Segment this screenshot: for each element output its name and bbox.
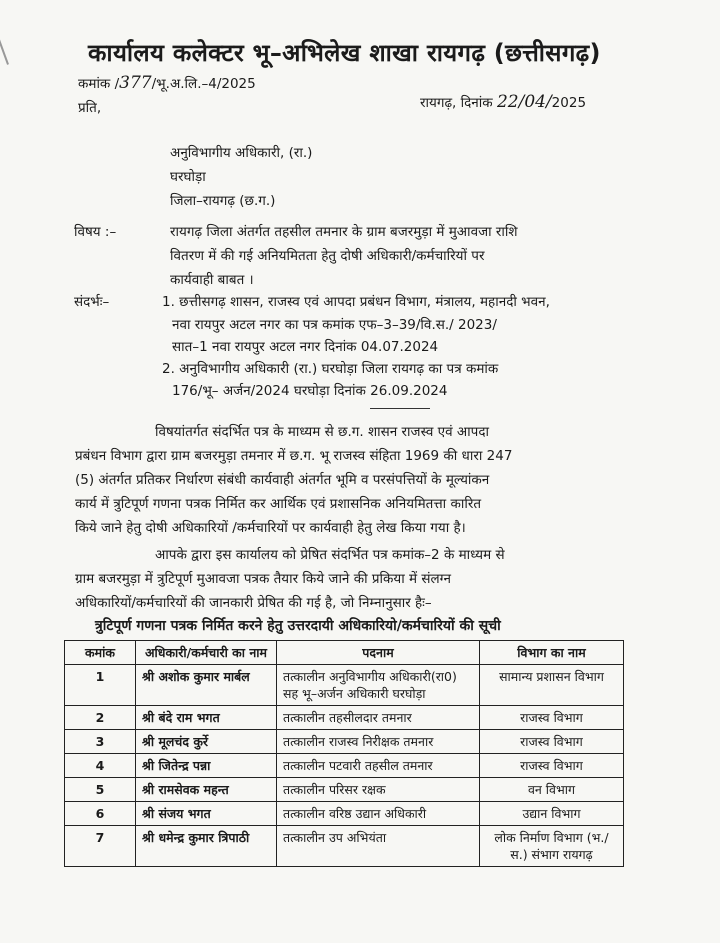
row-serial: 5 bbox=[65, 778, 136, 802]
row-department: सामान्य प्रशासन विभाग bbox=[480, 665, 624, 706]
table-caption: त्रुटिपूर्ण गणना पत्रक निर्मित करने हेतु उत्तरदायी अधिकारियो/कर्मचारियों की सूची bbox=[95, 618, 501, 634]
row-name: श्री अशोक कुमार मार्बल bbox=[136, 665, 277, 706]
office-title: कार्यालय कलेक्टर भू–अभिलेख शाखा रायगढ़ (छत्तीसगढ़) bbox=[88, 39, 601, 67]
row-serial: 2 bbox=[65, 706, 136, 730]
paragraph-line: विषयांतर्गत संदर्भित पत्र के माध्यम से छ.ग. शासन राजस्व एवं आपदा bbox=[155, 424, 490, 440]
table-header-row bbox=[65, 641, 624, 665]
reference-number: कमांक /377/भू.अ.लि.–4/2025 bbox=[78, 73, 256, 93]
prati-label: प्रति, bbox=[78, 100, 102, 116]
table-row bbox=[65, 730, 624, 754]
row-serial: 6 bbox=[65, 802, 136, 826]
paragraph-line: प्रबंधन विभाग द्वारा ग्राम बजरमुड़ा तमनार में छ.ग. भू राजस्व संहिता 1969 की धारा 247 bbox=[75, 448, 513, 464]
row-post: तत्कालीन तहसीलदार तमनार bbox=[277, 706, 480, 730]
reference-line: 176/भू– अर्जन/2024 घरघोड़ा दिनांक 26.09.2024 bbox=[172, 383, 448, 399]
row-serial: 1 bbox=[65, 665, 136, 706]
letter-date: रायगढ़, दिनांक 22/04/2025 bbox=[420, 92, 587, 112]
row-post: तत्कालीन वरिष्ठ उद्यान अधिकारी bbox=[277, 802, 480, 826]
reference-line: नवा रायपुर अटल नगर का पत्र कमांक एफ–3–39/वि.स./ 2023/ bbox=[172, 317, 497, 333]
row-serial: 4 bbox=[65, 754, 136, 778]
row-post: तत्कालीन अनुविभागीय अधिकारी(रा0) सह भू–अर्जन अधिकारी घरघोड़ा bbox=[277, 665, 480, 706]
table-row bbox=[65, 665, 624, 706]
row-name: श्री धमेन्द्र कुमार त्रिपाठी bbox=[136, 826, 277, 867]
reference-line: 1. छत्तीसगढ़ शासन, राजस्व एवं आपदा प्रबंधन विभाग, मंत्रालय, महानदी भवन, bbox=[162, 294, 550, 310]
reference-line: 2. अनुविभागीय अधिकारी (रा.) घरघोड़ा जिला रायगढ़ का पत्र कमांक bbox=[162, 361, 499, 377]
reference-label: संदर्भः– bbox=[74, 294, 110, 310]
row-post: तत्कालीन उप अभियंता bbox=[277, 826, 480, 867]
table-row bbox=[65, 802, 624, 826]
table-row bbox=[65, 706, 624, 730]
recipient-line-1: अनुविभागीय अधिकारी, (रा.) bbox=[170, 145, 313, 161]
paragraph-line: ग्राम बजरमुड़ा में त्रुटिपूर्ण मुआवजा पत्रक तैयार किये जाने की प्रकिया में संलग्न bbox=[75, 571, 451, 587]
row-department: राजस्व विभाग bbox=[480, 754, 624, 778]
subject-line: कार्यवाही बाबत । bbox=[170, 272, 254, 288]
row-name: श्री बंदे राम भगत bbox=[136, 706, 277, 730]
table-row bbox=[65, 778, 624, 802]
row-post: तत्कालीन परिसर रक्षक bbox=[277, 778, 480, 802]
table-row bbox=[65, 754, 624, 778]
row-department: उद्यान विभाग bbox=[480, 802, 624, 826]
header-post: पदनाम bbox=[277, 641, 480, 665]
row-name: श्री मूलचंद कुर्रे bbox=[136, 730, 277, 754]
subject-line: वितरण में की गई अनियमितता हेतु दोषी अधिकारी/कर्मचारियों पर bbox=[170, 248, 485, 264]
recipient-line-2: घरघोड़ा bbox=[170, 169, 206, 185]
subject-line: रायगढ़ जिला अंतर्गत तहसील तमनार के ग्राम बजरमुड़ा में मुआवजा राशि bbox=[170, 224, 518, 240]
row-department: राजस्व विभाग bbox=[480, 706, 624, 730]
row-department: लोक निर्माण विभाग (भ./स.) संभाग रायगढ़ bbox=[480, 826, 624, 867]
subject-label: विषय :– bbox=[74, 224, 117, 240]
row-department: राजस्व विभाग bbox=[480, 730, 624, 754]
responsible-officials-table bbox=[64, 640, 624, 867]
recipient-line-3: जिला–रायगढ़ (छ.ग.) bbox=[170, 193, 276, 209]
header-serial: कमांक bbox=[65, 641, 136, 665]
row-post: तत्कालीन पटवारी तहसील तमनार bbox=[277, 754, 480, 778]
paragraph-line: आपके द्वारा इस कार्यालय को प्रेषित संदर्भित पत्र कमांक–2 के माध्यम से bbox=[155, 547, 505, 563]
row-department: वन विभाग bbox=[480, 778, 624, 802]
header-name: अधिकारी/कर्मचारी का नाम bbox=[136, 641, 277, 665]
row-name: श्री जितेन्द्र पन्ना bbox=[136, 754, 277, 778]
section-divider bbox=[370, 408, 430, 409]
scan-mark bbox=[0, 35, 16, 65]
paragraph-line: कार्य में त्रुटिपूर्ण गणना पत्रक निर्मित कर आर्थिक एवं प्रशासनिक अनियमितत्ता कारित bbox=[75, 496, 482, 512]
row-name: श्री रामसेवक महन्त bbox=[136, 778, 277, 802]
table-row bbox=[65, 826, 624, 867]
paragraph-line: अधिकारियों/कर्मचारियों की जानकारी प्रेषित की गई है, जो निम्नानुसार हैः– bbox=[75, 595, 432, 611]
paragraph-line: किये जाने हेतु दोषी अधिकारियों /कर्मचारियों पर कार्यवाही हेतु लेख किया गया है। bbox=[75, 520, 466, 536]
row-serial: 7 bbox=[65, 826, 136, 867]
row-serial: 3 bbox=[65, 730, 136, 754]
paragraph-line: (5) अंतर्गत प्रतिकर निर्धारण संबंधी कार्यवाही अंतर्गत भूमि व परसंपत्तियों के मूल्यांकन bbox=[75, 472, 490, 488]
row-post: तत्कालीन राजस्व निरीक्षक तमनार bbox=[277, 730, 480, 754]
header-department: विभाग का नाम bbox=[480, 641, 624, 665]
row-name: श्री संजय भगत bbox=[136, 802, 277, 826]
reference-line: सात–1 नवा रायपुर अटल नगर दिनांक 04.07.2024 bbox=[172, 339, 439, 355]
